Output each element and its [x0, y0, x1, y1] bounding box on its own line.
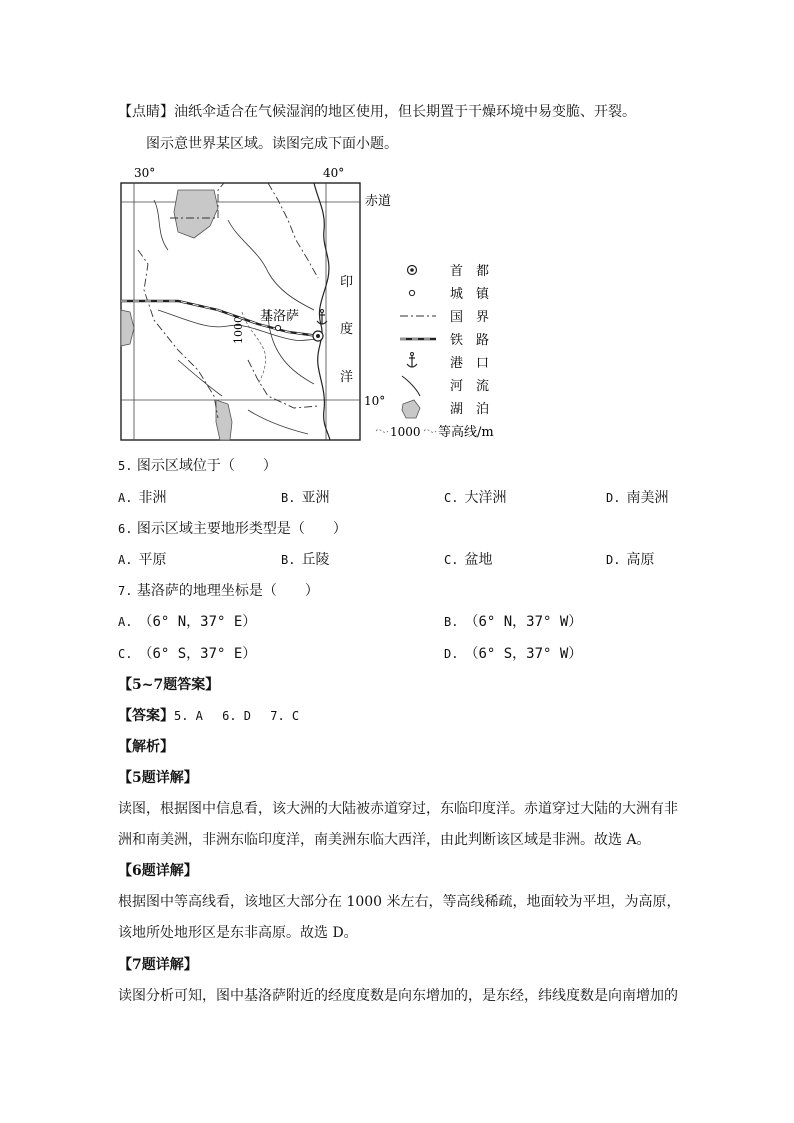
q5-option-a: A. 非洲 [118, 490, 167, 506]
answer-line: 【答案】5. A 6. D 7. C [118, 708, 300, 724]
border-east [268, 183, 318, 278]
border-west [138, 250, 218, 418]
legend-border-label: 国 界 [450, 310, 490, 325]
analysis-heading: 【解析】 [118, 739, 174, 755]
legend-town-icon [409, 290, 414, 295]
legend-lake-label: 湖 泊 [450, 402, 490, 417]
q7-option-d: D. （6° S，37° W） [444, 646, 583, 662]
q6-option-a: A. 平原 [118, 552, 167, 568]
q6-option-c: C. 盆地 [444, 552, 493, 568]
legend-contour-icon-right [424, 430, 436, 433]
answer-heading: 【5~7题答案】 [118, 677, 220, 693]
legend-river-label: 河 流 [450, 379, 490, 394]
legend-contour-icon-left [376, 430, 388, 433]
ocean-char-1: 印 [340, 275, 354, 290]
note-paragraph: 【点睛】油纸伞适合在气候湿润的地区使用，但长期置于干燥环境中易变脆、开裂。 [118, 104, 636, 120]
question-7: 7. 基洛萨的地理坐标是（ ） [118, 583, 319, 599]
question-5: 5. 图示区域位于（ ） [118, 458, 277, 474]
lon-right-label: 40° [323, 166, 345, 180]
lat-10-label: 10° [364, 394, 386, 408]
river-1 [228, 220, 314, 310]
detail-5-line-1: 读图，根据图中信息看，该大洲的大陆被赤道穿过，东临印度洋。赤道穿过大陆的大洲有非 [118, 801, 678, 817]
coastline [314, 183, 330, 440]
legend-river-icon [402, 376, 420, 396]
intro-paragraph: 图示意世界某区域。读图完成下面小题。 [146, 136, 398, 152]
region-map-figure [118, 160, 528, 450]
river-6 [248, 410, 308, 434]
lake-west [121, 310, 134, 346]
port-anchor-icon [317, 310, 327, 325]
q6-option-d: D. 高原 [606, 552, 655, 568]
detail-7-line-1: 读图分析可知，图中基洛萨附近的经度度数是向东增加的，是东经，纬线度数是向南增加的 [118, 988, 678, 1004]
q6-option-b: B. 丘陵 [281, 552, 330, 568]
legend-port-label: 港 口 [450, 356, 490, 371]
detail-7-heading: 【7题详解】 [118, 957, 198, 973]
lon-left-label: 30° [134, 166, 156, 180]
legend-port-icon [407, 353, 417, 368]
detail-6-heading: 【6题详解】 [118, 863, 198, 879]
lake-south [216, 400, 232, 440]
detail-6-line-2: 该地所处地形区是东非高原。故选 D。 [118, 925, 358, 941]
q7-option-c: C. （6° S，37° E） [118, 646, 257, 662]
region-map-svg [118, 160, 528, 450]
detail-6-line-1: 根据图中等高线看，该地区大部分在 1000 米左右，等高线稀疏，地面较为平坦，为高原， [118, 894, 681, 910]
town-kilosa-icon [275, 325, 280, 330]
map-legend [376, 263, 494, 440]
ocean-char-3: 洋 [340, 370, 354, 385]
ocean-char-2: 度 [340, 322, 354, 337]
q5-option-d: D. 南美洲 [606, 490, 669, 506]
legend-capital-label: 首 都 [450, 264, 490, 279]
q5-option-b: B. 亚洲 [281, 490, 330, 506]
detail-5-heading: 【5题详解】 [118, 770, 198, 786]
detail-5-line-2: 洲和南美洲，非洲东临印度洋，南美洲东临大西洋，由此判断该区域是非洲。故选 A。 [118, 832, 651, 848]
legend-railway-label: 铁 路 [450, 333, 490, 348]
river-4 [178, 360, 222, 396]
legend-contour-label: 等高线/m [438, 425, 494, 440]
question-6: 6. 图示区域主要地形类型是（ ） [118, 521, 347, 537]
contour-1000-label: 1000 [232, 316, 245, 344]
q5-option-c: C. 大洋洲 [444, 490, 507, 506]
q7-option-b: B. （6° N，37° W） [444, 614, 583, 630]
legend-contour-value: 1000 [390, 425, 421, 439]
river-5 [154, 200, 168, 250]
border-south [248, 360, 318, 408]
legend-lake-icon [402, 400, 420, 418]
city-label: 基洛萨 [260, 309, 300, 324]
legend-town-label: 城 镇 [450, 287, 490, 302]
lake-victoria [174, 190, 218, 238]
equator-label: 赤道 [365, 194, 392, 209]
q7-option-a: A. （6° N，37° E） [118, 614, 257, 630]
